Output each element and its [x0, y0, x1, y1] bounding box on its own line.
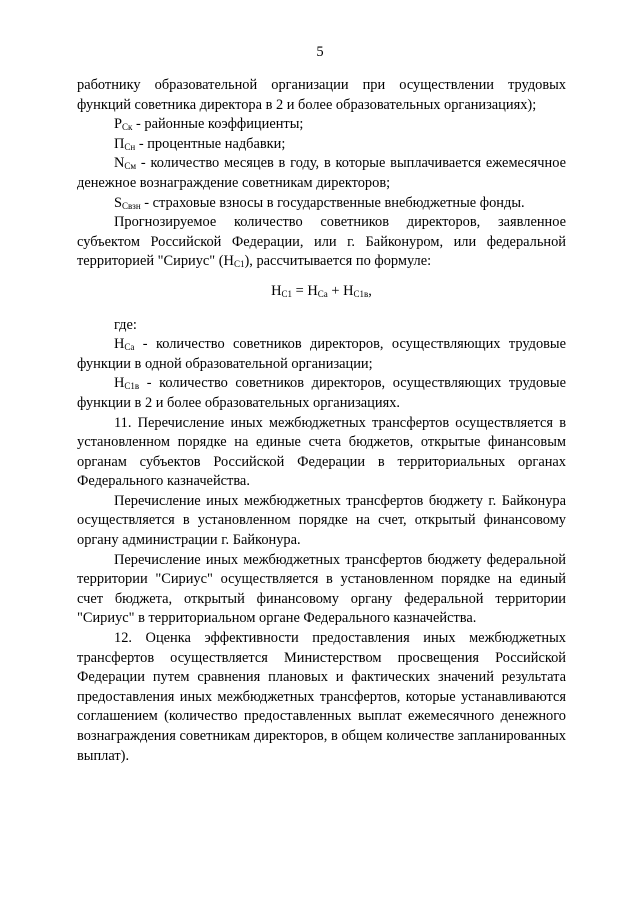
symbol: S: [114, 194, 123, 211]
definition-text: - количество месяцев в году, в которые выплачивается ежемесячное денежное вознаграждение советникам директоров;: [77, 155, 566, 191]
paragraph-forecast-count: [77, 213, 566, 272]
symbol-subscript: Ск: [122, 122, 133, 133]
symbol-subscript: См: [124, 161, 137, 172]
paragraph-12-efficiency: 12. Оценка эффективности предоставления иных межбюджетных трансфертов осуществляется Министерством просвещения Российской Федерации путем сравнения плановых и фактических значений результата предоставления иных межбюджетных трансфертов, которые устанавливаются соглашением (количество предоставленных выплат ежемесячного денежного вознаграждения советникам директоров, в общем количестве запланированных выплат).: [77, 630, 566, 764]
symbol: П: [114, 135, 125, 152]
definition-text: - процентные надбавки;: [135, 135, 286, 152]
definition-text: - районные коэффициенты;: [132, 116, 304, 133]
definition-regional-coefficients: [77, 115, 566, 135]
symbol: Н: [114, 336, 125, 353]
definition-months-count: [77, 154, 566, 193]
symbol: N: [114, 155, 125, 172]
definition-text: - количество советников директоров, осуществляющих трудовые функции в одной образовательной организации;: [77, 336, 566, 372]
definition-multi-org-advisors: [77, 374, 566, 413]
paragraph-text: ), рассчитывается по формуле:: [244, 253, 432, 270]
formula-plus: +: [327, 282, 344, 299]
page-number: 5: [316, 44, 324, 60]
formula-term-1: Н: [307, 282, 318, 299]
formula-term-2: Н: [343, 282, 354, 299]
paragraph-11-transfers: 11. Перечисление иных межбюджетных трансфертов осуществляется в установленном порядке на единые счета бюджетов, открытые финансовым органам субъектов Российской Федерации в территориальных органах Федерального казначейства.: [77, 414, 566, 490]
symbol-subscript: С1в: [124, 381, 140, 392]
formula-lhs-subscript: С1: [281, 288, 293, 299]
symbol-subscript: Свзн: [122, 200, 141, 211]
symbol-subscript: Са: [124, 342, 135, 353]
formula-end: ,: [368, 282, 372, 299]
definition-single-org-advisors: [77, 335, 566, 374]
paragraph-baikonur-transfers: Перечисление иных межбюджетных трансфертов бюджету г. Байконура осуществляется в установленном порядке на счет, открытый финансовому органу администрации г. Байконура.: [77, 492, 566, 549]
paragraph-continuation: работнику образовательной организации при осуществлении трудовых функций советника директора в 2 и более образовательных организациях);: [77, 77, 566, 113]
definition-text: - количество советников директоров, осуществляющих трудовые функции в 2 и более образовательных организациях.: [77, 375, 566, 411]
paragraph-sirius-transfers: Перечисление иных межбюджетных трансфертов бюджету федеральной территории "Сириус" осуществляется в установленном порядке на единый счет бюджета, открытый финансовому органу федеральной территории "Сириус" в территориальном органе Федерального казначейства.: [77, 551, 566, 627]
definition-text: - страховые взносы в государственные внебюджетные фонды.: [140, 194, 525, 211]
definition-insurance-contributions: [77, 194, 566, 214]
symbol-subscript: Сн: [124, 141, 136, 152]
formula-lhs: Н: [271, 282, 282, 299]
formula-equals: =: [292, 282, 308, 299]
where-label: где:: [114, 316, 137, 333]
formula-term-2-subscript: С1в: [353, 288, 369, 299]
symbol-subscript: С1: [233, 259, 245, 270]
document-body: [77, 76, 566, 766]
definition-percentage-allowances: [77, 135, 566, 155]
paragraph-text: Прогнозируемое количество советников директоров, заявленное субъектом Российской Федерации, или г. Байконуром, или федеральной территорией "Сириус" (Н: [77, 214, 566, 270]
symbol: Р: [114, 116, 123, 133]
formula: [77, 282, 566, 302]
symbol: Н: [114, 375, 125, 392]
formula-term-1-subscript: Са: [317, 288, 328, 299]
